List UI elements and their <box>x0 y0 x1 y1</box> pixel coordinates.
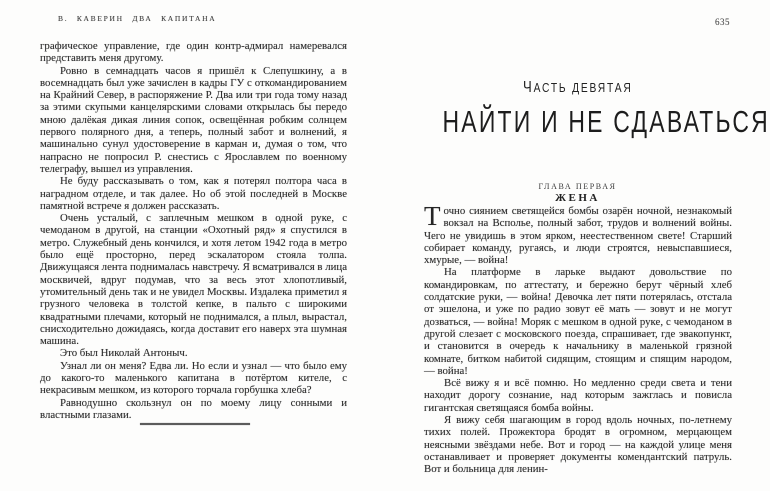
part-title: НАЙТИ И НЕ СДАВАТЬСЯ <box>442 104 770 139</box>
running-header: В. КАВЕРИН ДВА КАПИТАНА <box>58 14 217 23</box>
paragraph: Равнодушно скользнул он по моему лицу сонными и властными глазами. <box>40 396 347 421</box>
paragraph: графическое управление, где один контр-адмирал намеревался представить меня другому. <box>40 40 347 65</box>
paragraph: Узнал ли он меня? Едва ли. Но если и узнал — что было ему до какого-то маленького капитана в потёртом кителе, с некрасивым мешком, из которого торчала горбушка хлеба? <box>40 359 347 397</box>
paragraph <box>424 201 732 267</box>
right-page <box>385 0 770 491</box>
paragraph: Я вижу себя шагающим в город вдоль ночных, по-летнему тихих полей. Прожектора бродят в огромном, мерцающем неясными звёздами небе. Вот и город — на каждой улице меня останавливает и проверяет документы комендантский патруль. Вот и больница для ленин- <box>424 414 732 476</box>
part-heading: ЧАСТЬ ДЕВЯТАЯ <box>522 79 633 96</box>
left-page-body <box>40 40 347 421</box>
paragraph: На платформе в ларьке выдают довольствие по командировкам, по аттестату, и бережно берут чёрный хлеб солдатские руки, — война! Девочка лет пяти потерялась, отстала от эшелона, и уже по радио зовут её мать — зовут и не могут дозваться, — война! Моряк с мешком в одной руке, с чемоданом в другой слезает с московского поезда, спрашивает, где эвакопункт, и становится в очередь к начальнику в маленькой грязной комнате, битком набитой сидящим, стоящим и спящим народом, — война! <box>424 266 732 377</box>
paragraph: Не буду рассказывать о том, как я потерял полтора часа в наградном отделе, и так далее. Но об этой последней в Москве памятной встрече я должен рассказать. <box>40 175 347 212</box>
paragraph: Очень усталый, с заплечным мешком в одной руке, с чемоданом в другой, на станции «Охотный ряд» я спустился в метро. Служебный день кончился, и хотя летом 1942 года в метро было ещё просторно, перед эскалатором стояла толпа. Движущаяся лента поднималась навстречу. Я всматривался в лица москвичей, вдруг подумав, что за весь этот хлопотливый, утомительный день так и не увидел Москвы. Издалека приметил я грузного человека в толстой кепке, в пальто с широкими квадратными плечами, который не поднимался, а плыл, вырастал, снисходительно дожидаясь, когда доставит его наверх эта шумная машина. <box>40 212 347 348</box>
chapter-title: ЖЕНА <box>555 192 600 204</box>
paragraph: Всё вижу я и всё помню. Но медленно среди света и тени находит дорогу сознание, над которым зажглась и повисла гигантская светящаяся бомба войны. <box>424 377 732 414</box>
drop-cap-initial: Т <box>424 201 441 231</box>
chapter-heading: ГЛАВА ПЕРВАЯ <box>538 182 617 191</box>
paragraph: Это был Николай Антоныч. <box>60 347 188 360</box>
paragraph-text: очно сиянием светящейся бомбы озарён ночной, незнакомый вокзал на Всполье, полный забот, трудов и волнений войны. Чего не увидишь в этом ярком, неестественном свете! Старший собирает команду, ругаясь, и люди строятся, невыспавшиеся, хмурые, — война! <box>424 205 732 267</box>
part-heading-row <box>385 79 770 97</box>
paragraph: Ровно в семнадцать часов я пришёл к Слепушкину, а в восемнадцать был уже зачислен в кадры ГУ с откомандированием на Крайний Север, в распоряжение Р. Два или три года тому назад за этими скупыми канцелярскими словами открылась бы передо мною далёкая дикая линия сопок, освещённая робким солнцем первого полярного дня, а теперь, полный забот и волнений, я машинально сунул удостоверение в карман и, думая о том, что напрасно не попросил Р. снестись с Ярославлем по военному телеграфу, вышел из управления. <box>40 64 347 175</box>
right-page-body <box>424 201 732 476</box>
part-title-row <box>385 104 770 140</box>
chapter-title-row <box>385 188 770 206</box>
section-divider <box>140 423 250 425</box>
page-number: 635 <box>715 17 730 27</box>
